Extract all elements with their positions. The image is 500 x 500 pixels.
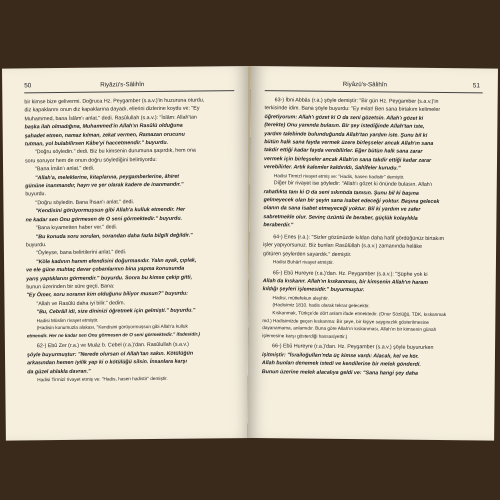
text-line: başka ilah olmadığına, Muhammed'in Allah'ın Rasûlü olduğuna [24,122,183,131]
text-line: 63-) İbni Abbâs (r.a.) şöyle demiştir: "Bir gün Hz. Peygamber (s.a.v.)'in [274,97,439,105]
text-line: bir kimse bize gelivermi. Doğruca Hz. Peygamber (s.a.v.)'in huzuruna oturdu, [24,97,205,106]
left-page [2,66,253,441]
left-header-rule [24,90,234,93]
text-line: tutman, yol bulabilirsen Kâbe'yi haccetmendir." buyurdu. [24,139,169,148]
text-line: şahadet etmen, namaz kılman, zekat vermen, Ramazan orucunu [24,131,185,139]
right-body-text [262,96,485,378]
text-line: "Allah ve Rasûlü daha iyi bilir." dedim. [36,300,126,307]
text-line: "Köle kadının hanım efendisini doğurmasıdır. Yalın ayak, çıplak, [36,257,197,265]
text-line: buyurdu. [25,191,46,198]
text-line: terkisinde idim. Bana şöyle buyurdu: "Ey evlat! Ben sana birtakım kelimeler [264,105,441,114]
text-line: "Bu, Cebrâil idi, size dininizi öğretmek için gelmişti." buyurdu." [36,307,196,316]
text-line: bunun üzerinden bir süre geçti. Bana: [26,283,115,291]
text-line: gününe inanmandır, hayrı ve şer olarak kadere de inanmandır." [25,181,184,190]
text-line: şöyle buyurmuştur: "Nerede olursan ol Allah'tan sakın. Kötülüğün [26,350,194,359]
text-line: Diğer bir rivayet ise şöyledir: "Allah'ı gözet ki önünde bulasın. Allah'ı [273,180,433,189]
left-page-number: 50 [24,82,32,90]
text-line: öğretiyorum: Allah'ı gözet ki O da seni gözetsin. Allah'ı gözet ki [264,113,424,122]
text-line: Bunun üzerine melek alacalıya geldi ve: "Sana hangi şey daha [261,368,419,377]
text-line: işitmiştir: "İsrailoğulları'nda üç kimse vardı: Alacalı, kel ve kör. [261,351,419,360]
text-line: sabretmekle olur. Sevinç üzüntü ile beraber, güçlük kolaylıkla [263,214,418,222]
text-line: beraberdir." [263,222,294,229]
text-line: ne kadar sen Onu görmesen de O seni görmektedir." buyurdu. [25,215,183,224]
text-line: götüren şeylerden sayardık." demiştir. [263,250,352,258]
text-line: (terekte) Onu yanında bulasın. Bir şey istediğinde Allah'tan iste, [264,122,425,131]
text-line: vermek için birleşseler ancak Allah'ın sana takdir ettiği kadar zarar [263,155,432,164]
text-line: "Bana kıyametten haber ver." dedi. [35,224,118,232]
text-line: "Öyleyse, bana belirtilerini anlat." dedi. [35,249,127,257]
text-line: Hadisi Tirmizî rivayet etmiş ve: "Hadis, hasen hadistir" demiştir. [273,172,405,180]
text-line: Kıskanmak, Türkçe'de dört anlam ifade etmektedir. (Onur Sözlüğü, TDK, kıskanmak [272,310,447,317]
right-page [247,66,498,441]
text-line: Hadisi, müttefekun aleyhtir. [272,294,329,301]
text-line: buyurdu. [25,242,47,249]
text-line: "Kendisini görüyormuşsun gibi Allah'a kulluk etmendir. Her [35,206,186,215]
text-line: diz kapaklarını onun diz kapaklarına dayadı, ellerini dizlerine koydu ve: "Ey [24,105,200,114]
text-line: 65-) Ebû Hureyre (r.a.)'dan. Hz. Peygamber (s.a.v.): "Şüphe yok ki [272,269,428,278]
text-line: verebilirler. Artık kalemler kaldırıldı, Sahîfeler kurudu." [263,164,401,172]
text-line: kıldığı şeyleri işlemesidir." buyurmuştur. [262,286,365,294]
text-line: Hadisi Buhârî rivayet etmiştir. [272,259,334,265]
text-line: yarış yaptıklarını görmendir." buyurdu. Sonra bu kimse çekip gitti, [26,274,193,282]
text-line: "Bu konuda soru sorulan, sorandan daha fazla bilgili değildir." [35,232,193,240]
text-line: Allah da kıskanır. Allah'ın kıskanması, bir kimsenin Allah'ın haram [262,278,428,286]
text-line: "Bana İmân'ı anlat." dedi. [35,165,95,173]
text-line: (Hadisimiz 1810. hadis olarak tekrar gelecektir. [272,302,370,309]
text-line: (Hadisin konumuzla alakası, "Kendisini görüyormuşsun gibi Allah'a kulluk [36,323,188,331]
text-line: da güzel ahlakla davran." [27,368,91,375]
right-running-title: Riyâzü's-Sâlihîn [342,80,388,89]
text-line: "Doğru söyledin." dedi. Biz bu kimsenin durumuna şaşırdık, hem ona [34,147,196,156]
text-line: arkasından hemen iyilik yap ki o kötülüğü silsin. İnsanlara karşı [27,358,187,367]
right-page-number: 51 [472,82,480,90]
text-line: Hadisi Müslim rivayet etmiştir. [36,317,99,323]
left-running-title: Riyâzü's-Sâlihîn [100,81,145,89]
text-line: 66-) Ebû Hureyre (r.a.)'dan. Hz. Peygamber (s.a.v.) şöyle buyururken [272,343,434,352]
text-line: "Allah'a, meleklerine, kitaplarına, peygamberlerine, âhiret [35,173,180,181]
text-line: 64-) Enes (r.a.): "Sizler gözünüzde kıldan daha hafif gördüğünüz birtakım [273,233,445,242]
text-line: gelmeyecek olan bir şeyin sana isabet edeceği yoktur. Başına gelecek [263,197,440,206]
text-line: yardım talebinde bulunduğunda Allah'tan yardım iste. Şunu bil ki [264,130,428,139]
left-body-text [24,96,239,384]
text-line: takdir ettiği kadar fayda verebilirler. Eğer bütün halk sana zarar [264,147,423,156]
text-line: md.) Hadisimizde geçen kıskanma: Bir şeye, bir kişiye saygısızlık gösterilmesine [262,317,430,325]
text-line: rahatlıkta tanı ki O da seni sıkıntıda tanısın. Şunu bil ki başına [263,188,419,197]
text-line: ve ele güne muhtaç davar çobanlarının bina yapma konusunda [26,265,185,274]
text-line: olanın da sana isabet etmeyeceği yoktur. Bil ki yardım ve zafer [263,205,421,214]
text-line: "Doğru söyledin. Bana İhsan'ı anlat." dedi. [35,199,135,207]
text-line: işlemesine karşı gösterdiği hassasiyettir.) [262,332,348,339]
text-line: Allah bunları denemek istedi ve kendilerine bir melek gönderdi. [261,360,421,368]
text-line: Hadisi Tirmizî rivayet etmiş ve: "Hadis, hasen hadistir" demiştir. [37,375,168,383]
text-line: dayanamama, anlamıdır. Buna göre Allah'ın kıskanması, Allah'ın bir kimsenin günah [262,325,437,333]
right-header-rule [265,90,483,93]
text-line: etmendir. Her ne kadar sen Onu görmesen de O seni görmektedir." ifadesidir.) [26,331,200,339]
text-line: soru soruyor hem de onun doğru söylediğini belirtiyordu: [24,156,157,165]
book-spread [2,66,498,438]
text-line: işler yapıyorsunuz. Biz bunları Rasûlüllah (s.a.v.) zamanında helâke [263,242,423,250]
text-line: bütün halk sana fayda vermek üzere birleşseler ancak Allah'ın sana [264,139,434,147]
text-line: 62-) Ebû Zer (r.a.) ve Muâz b. Cebel (r.a.)'dan. Rasûlullah (s.a.v.) [36,341,189,350]
text-line: Muhammed, bana İslâm'ı anlat." dedi. Rasûlullah (s.a.v.): "İslâm: Allah'tan [24,114,197,123]
text-line: "Ey Ömer, soru soranın kim olduğunu biliyor musun?" buyurdu: [26,290,189,299]
